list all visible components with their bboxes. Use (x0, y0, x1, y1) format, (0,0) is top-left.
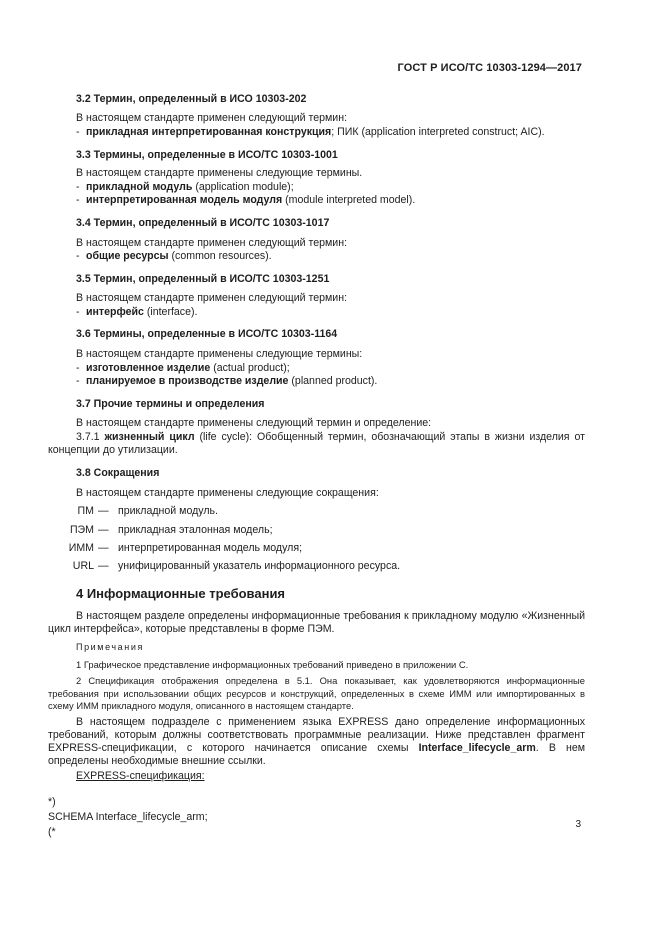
definition-3-7-1 (48, 431, 585, 457)
abbreviation: ПМ (77, 505, 94, 517)
section-3-2-item-1 (76, 126, 545, 139)
definition-term: жизненный цикл (104, 431, 195, 443)
section-3-3-item-1 (76, 181, 294, 194)
abbreviation-dash: — (98, 505, 109, 517)
term-rest: ; ПИК (application interpreted construct; AIC). (331, 126, 545, 138)
term-rest: (actual product); (210, 362, 290, 374)
list-dash: - (76, 362, 80, 374)
section-3-8-intro: В настоящем стандарте применены следующие сокращения: (76, 487, 379, 499)
section-4-paragraph-2 (48, 716, 585, 768)
section-3-5-heading: 3.5 Термин, определенный в ИСО/ТС 10303-1251 (76, 273, 330, 285)
section-3-3-item-2 (76, 194, 415, 207)
list-dash: - (76, 306, 80, 318)
term: прикладной модуль (86, 181, 193, 193)
abbreviation: ПЭМ (69, 524, 94, 536)
definition-text: (life cycle): Обобщенный термин, обозначающий этапы в жизни изделия от концепции до утилизации. (48, 431, 585, 456)
definition-number: 3.7.1 (76, 431, 105, 443)
abbreviation: ИММ (68, 542, 94, 554)
section-3-4-item-1 (76, 250, 272, 263)
abbreviation-text: прикладной модуль. (118, 505, 218, 517)
note-2: 2 Спецификация отображения определена в 5.1. Она показывает, как удовлетворяются информационные требования при использовании общих ресурсов и конструкций, определенных в схеме ИММ или импортированных в схему ИММ прикладного модуля, описанного в настоящем стандарте. (48, 675, 585, 711)
paragraph-text-end: . В нем определены необходимые внешние ссылки. (48, 742, 585, 767)
section-3-6-item-2 (76, 375, 377, 388)
section-3-6-heading: 3.6 Термины, определенные в ИСО/ТС 10303-1164 (76, 328, 338, 340)
section-3-7-heading: 3.7 Прочие термины и определения (76, 398, 265, 410)
note-1: 1 Графическое представление информационных требований приведено в приложении С. (76, 659, 469, 670)
paragraph-text: В настоящем подразделе с применением языка EXPRESS дано определение информационных требований, которым должны соответствовать программные реализации. Ниже представлен фрагмент EXPRESS-спецификации, с которого начинается описание схемы (48, 716, 585, 754)
section-3-6-intro: В настоящем стандарте применены следующие термины: (76, 348, 363, 360)
list-dash: - (76, 126, 80, 138)
abbreviation: URL (72, 560, 94, 572)
abbreviation-dash: — (98, 542, 109, 554)
section-3-2-heading: 3.2 Термин, определенный в ИСО 10303-202 (76, 93, 307, 105)
list-dash: - (76, 194, 80, 206)
code-line: (* (48, 826, 56, 838)
section-3-5-item-1 (76, 306, 197, 319)
abbreviation-text: унифицированный указатель информационного ресурса. (118, 560, 401, 572)
document-header: ГОСТ Р ИСО/ТС 10303-1294—2017 (397, 62, 582, 74)
list-item (30, 524, 430, 537)
section-3-5-intro: В настоящем стандарте применен следующий термин: (76, 292, 348, 304)
section-3-7-intro: В настоящем стандарте применены следующий термин и определение: (76, 417, 432, 429)
list-dash: - (76, 250, 80, 262)
term: интерфейс (86, 306, 144, 318)
list-item (30, 542, 430, 555)
term: интерпретированная модель модуля (86, 194, 283, 206)
section-3-2-intro: В настоящем стандарте применен следующий термин: (76, 112, 348, 124)
section-3-4-heading: 3.4 Термин, определенный в ИСО/ТС 10303-1017 (76, 217, 330, 229)
term-rest: (planned product). (288, 375, 378, 387)
list-item (30, 560, 430, 573)
section-4-heading: 4 Информационные требования (76, 586, 286, 601)
schema-name: Interface_lifecycle_arm (418, 742, 536, 754)
express-spec-label: EXPRESS-спецификация: (76, 770, 205, 782)
section-3-6-item-1 (76, 362, 290, 375)
section-3-3-heading: 3.3 Термины, определенные в ИСО/ТС 10303-1001 (76, 149, 338, 161)
term: общие ресурсы (86, 250, 169, 262)
abbreviations-list (30, 505, 430, 581)
term: изготовленное изделие (86, 362, 211, 374)
term-rest: (common resources). (168, 250, 272, 262)
term: прикладная интерпретированная конструкция (86, 126, 332, 138)
abbreviation-dash: — (98, 524, 109, 536)
code-line: *) (48, 796, 56, 808)
section-4-paragraph-1: В настоящем разделе определены информационные требования к прикладному модулю «Жизненный цикл интерфейса», которые представлены в форме ПЭМ. (48, 610, 585, 635)
list-dash: - (76, 375, 80, 387)
notes-heading: Примечания (76, 642, 144, 652)
abbreviation-text: прикладная эталонная модель; (118, 524, 273, 536)
abbreviation-text: интерпретированная модель модуля; (118, 542, 303, 554)
section-3-3-intro: В настоящем стандарте применены следующие термины. (76, 167, 363, 179)
page-number: 3 (575, 819, 581, 830)
section-3-8-heading: 3.8 Сокращения (76, 467, 160, 479)
list-dash: - (76, 181, 80, 193)
term-rest: (application module); (192, 181, 294, 193)
abbreviation-dash: — (98, 560, 109, 572)
code-line: SCHEMA Interface_lifecycle_arm; (48, 811, 208, 823)
term: планируемое в производстве изделие (86, 375, 289, 387)
list-item (30, 505, 430, 518)
term-rest: (interface). (143, 306, 198, 318)
term-rest: (module interpreted model). (282, 194, 416, 206)
section-3-4-intro: В настоящем стандарте применен следующий термин: (76, 237, 348, 249)
